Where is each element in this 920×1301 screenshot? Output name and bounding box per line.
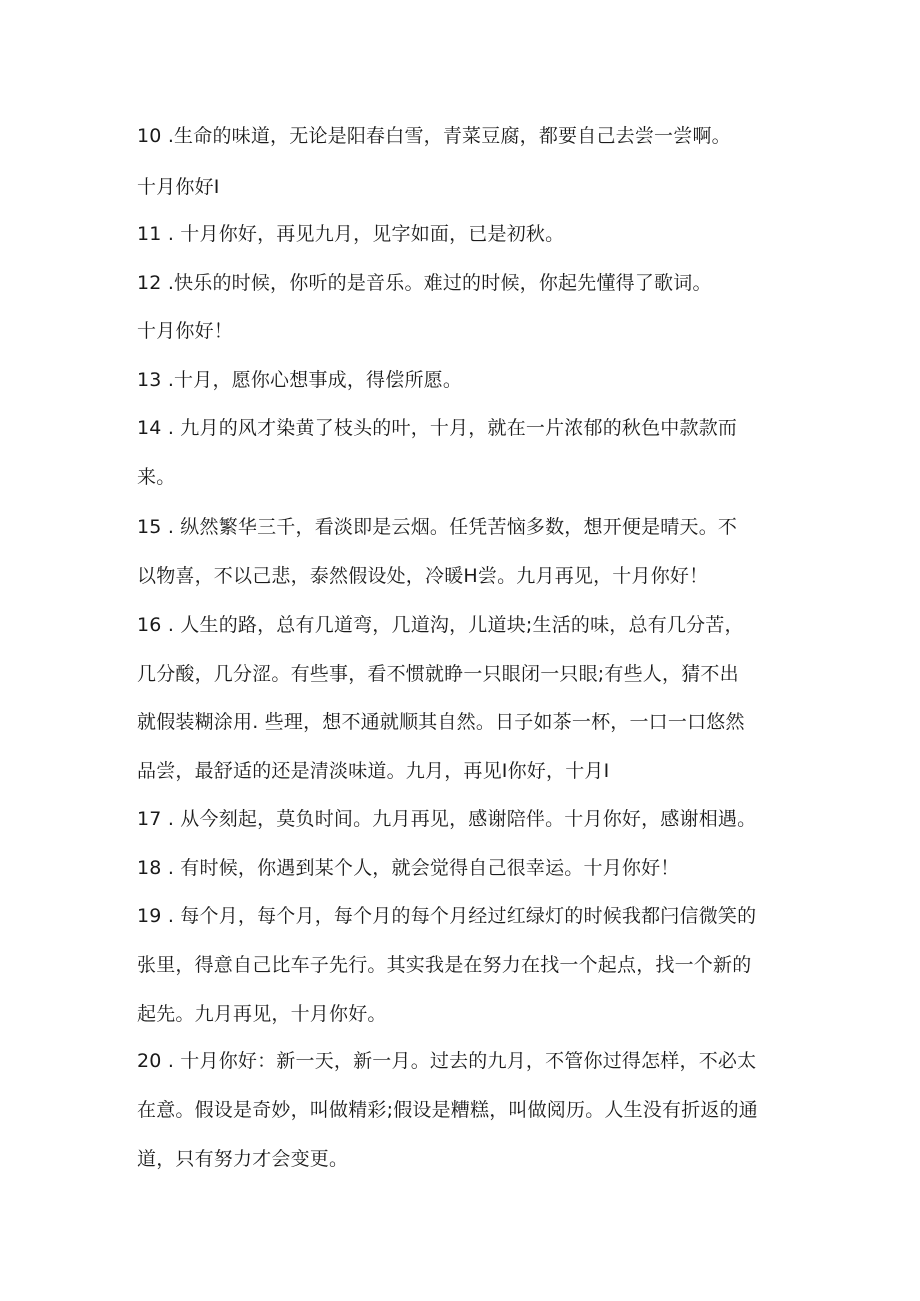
text-line: 19 . 每个月，每个月，每个月的每个月经过红绿灯的时候我都闩信微笑的 [137, 905, 757, 927]
text-line: 品尝，最舒适的还是清淡味道。九月，再见I你好，十月I [137, 760, 610, 782]
text-line: 13 .十月，愿你心想事成，得偿所愿。 [137, 369, 463, 391]
text-line: 几分酸，几分涩。有些事，看不惯就睁一只眼闭一只眼;有些人，猜不出 [137, 663, 739, 685]
text-line: 张里，得意自己比车子先行。其实我是在努力在找一个起点，找一个新的 [137, 954, 752, 976]
text-line: 14 . 九月的风才染黄了枝头的叶，十月，就在一片浓郁的秋色中款款而 [137, 417, 738, 439]
text-line: 15 . 纵然繁华三千，看淡即是云烟。任凭苦恼多数，想开便是晴天。不 [137, 516, 738, 538]
text-line: 起先。九月再见，十月你好。 [137, 1003, 387, 1025]
text-line: 12 .快乐的时候，你听的是音乐。难过的时候，你起先懂得了歌词。 [137, 272, 712, 294]
text-line: 十月你好！ [137, 320, 234, 342]
text-line: 以物喜，不以己悲，泰然假设处，冷暖H尝。九月再见，十月你好！ [137, 565, 709, 587]
text-line: 18 . 有时候，你遇到某个人，就会觉得自己很幸运。十月你好！ [137, 857, 680, 879]
text-line: 10 .生命的味道，无论是阳春白雪，青菜豆腐，都要自己去尝一尝啊。 [137, 125, 731, 147]
text-line: 20 . 十月你好：新一天，新一月。过去的九月，不管你过得怎样，不必太 [137, 1050, 757, 1072]
text-line: 道，只有努力才会变更。 [137, 1148, 349, 1170]
text-line: 16 . 人生的路，总有几道弯，几道沟，儿道块;生活的味，总有几分苦， [137, 614, 744, 636]
text-line: 来。 [137, 466, 176, 488]
text-line: 17 . 从今刻起，莫负时间。九月再见，感谢陪伴。十月你好，感谢相遇。 [137, 808, 757, 830]
text-line: 十月你好I [137, 176, 220, 198]
text-line: 就假装糊涂用. 些理，想不通就顺其自然。日子如茶一杯，一口一口悠然 [137, 711, 745, 733]
text-line: 在意。假设是奇妙，叫做精彩;假设是糟糕，叫做阅历。人生没有折返的通 [137, 1099, 759, 1121]
text-line: 11 . 十月你好，再见九月，见字如面，已是初秋。 [137, 223, 565, 245]
